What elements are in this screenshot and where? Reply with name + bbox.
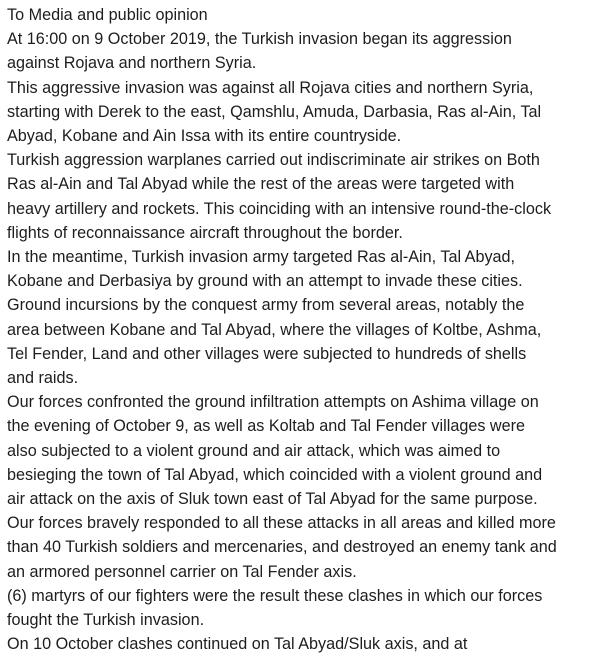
doc-line-8: Ras al-Ain and Tal Abyad while the rest of the areas were targeted with [7,175,515,194]
doc-line-18: the evening of October 9, as well as Koltab and Tal Fender villages were [7,417,525,436]
doc-line-7: Turkish aggression warplanes carried out indiscriminate air strikes on Both [7,151,540,170]
doc-line-3: against Rojava and northern Syria. [7,54,257,73]
doc-line-26: fought the Turkish invasion. [7,611,205,630]
doc-line-27: On 10 October clashes continued on Tal Abyad/Sluk axis, and at [7,635,468,654]
doc-line-5: starting with Derek to the east, Qamshlu, Amuda, Darbasia, Ras al-Ain, Tal [7,102,542,121]
doc-line-2: At 16:00 on 9 October 2019, the Turkish invasion began its aggression [7,30,512,49]
doc-line-22: Our forces bravely responded to all these attacks in all areas and killed more [7,514,556,533]
doc-line-25: (6) martyrs of our fighters were the result these clashes in which our forces [7,586,543,605]
doc-line-10: flights of reconnaissance aircraft throughout the border. [7,223,403,242]
doc-line-12: Kobane and Derbasiya by ground with an attempt to invade these cities. [7,272,523,291]
doc-line-4: This aggressive invasion was against all Rojava cities and northern Syria, [7,78,534,97]
doc-line-14: area between Kobane and Tal Abyad, where the villages of Koltbe, Ashma, [7,320,542,339]
doc-line-13: Ground incursions by the conquest army from several areas, notably the [7,296,525,315]
doc-line-9: heavy artillery and rockets. This coinciding with an intensive round-the-clock [7,199,552,218]
doc-line-1: To Media and public opinion [7,6,208,24]
doc-line-21: air attack on the axis of Sluk town east of Tal Abyad for the same purpose. [7,490,538,509]
doc-line-23: than 40 Turkish soldiers and mercenaries, and destroyed an enemy tank and [7,538,557,557]
doc-line-11: In the meantime, Turkish invasion army targeted Ras al-Ain, Tal Abyad, [7,248,516,267]
doc-line-20: besieging the town of Tal Abyad, which coincided with a violent ground and [7,465,543,484]
doc-line-6: Abyad, Kobane and Ain Issa with its entire countryside. [7,127,402,146]
doc-line-19: also subjected to a violent ground and air attack, which was aimed to [7,441,501,460]
document-body [7,3,601,656]
doc-line-24: an armored personnel carrier on Tal Fender axis. [7,562,357,581]
doc-line-17: Our forces confronted the ground infiltration attempts on Ashima village on [7,393,539,412]
doc-line-16: and raids. [7,369,79,388]
doc-line-15: Tel Fender, Land and other villages were subjected to hundreds of shells [7,344,527,363]
